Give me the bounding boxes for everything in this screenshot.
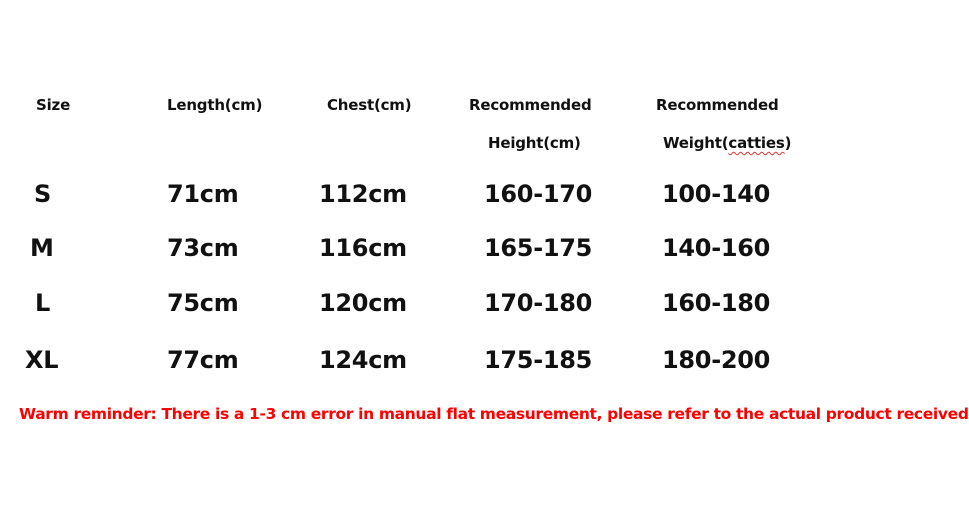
row-l-weight: 160-180 [662,289,771,317]
row-xl-height: 175-185 [484,346,593,374]
header-size: Size [36,96,71,114]
warm-reminder: Warm reminder: There is a 1-3 cm error in manual flat measurement, please refer to the actual product received [19,405,969,423]
header-length: Length(cm) [167,96,263,114]
row-xl-length: 77cm [167,346,239,374]
row-s-size: S [34,180,51,208]
row-l-chest: 120cm [319,289,407,317]
header-weight-prefix: Weight( [663,134,729,152]
row-s-height: 160-170 [484,180,593,208]
row-s-length: 71cm [167,180,239,208]
header-weight-suffix: ) [784,134,792,152]
row-s-chest: 112cm [319,180,407,208]
header-height-line1: Recommended [469,96,592,114]
row-l-height: 170-180 [484,289,593,317]
row-l-length: 75cm [167,289,239,317]
row-m-size: M [30,234,54,262]
row-m-length: 73cm [167,234,239,262]
header-height-line2: Height(cm) [488,134,581,152]
row-xl-weight: 180-200 [662,346,771,374]
header-chest: Chest(cm) [327,96,412,114]
header-weight-line2 [663,134,791,152]
row-l-size: L [35,289,50,317]
row-m-chest: 116cm [319,234,407,262]
row-s-weight: 100-140 [662,180,771,208]
row-m-weight: 140-160 [662,234,771,262]
row-m-height: 165-175 [484,234,593,262]
header-weight-unit: catties [728,134,785,152]
row-xl-size: XL [25,346,59,374]
row-xl-chest: 124cm [319,346,407,374]
header-weight-line1: Recommended [656,96,779,114]
